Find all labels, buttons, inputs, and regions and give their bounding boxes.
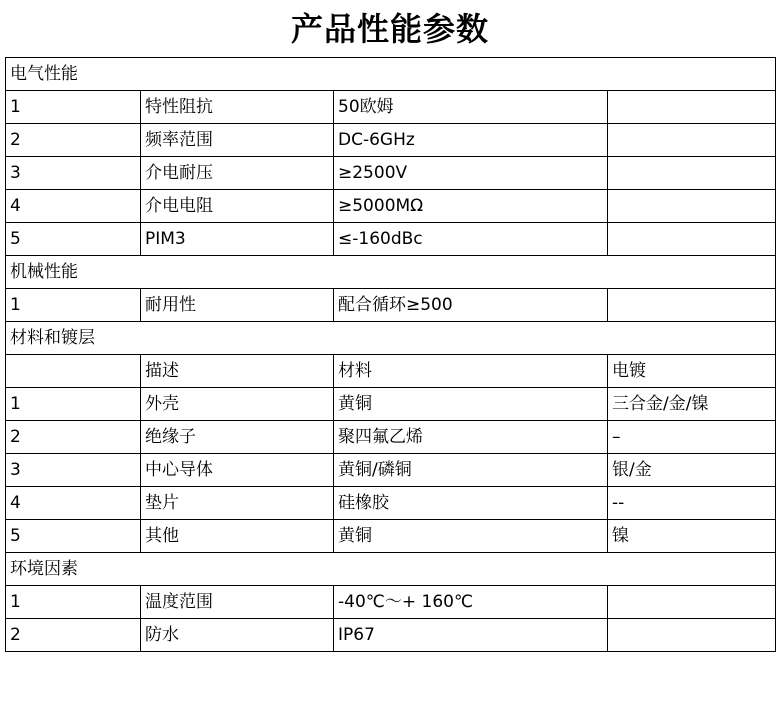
table-row [6, 190, 776, 223]
table-cell: 1 [6, 289, 141, 322]
section-heading: 环境因素 [6, 553, 776, 586]
table-cell: 2 [6, 124, 141, 157]
table-cell: 5 [6, 223, 141, 256]
table-cell: 银/金 [608, 454, 776, 487]
table-row [6, 157, 776, 190]
table-cell: ≤-160dBc [334, 223, 608, 256]
table-row [6, 223, 776, 256]
table-cell [6, 355, 141, 388]
spec-table [5, 57, 776, 652]
table-row [6, 487, 776, 520]
table-cell: 1 [6, 388, 141, 421]
table-row [6, 520, 776, 553]
table-cell: 黄铜 [334, 388, 608, 421]
table-cell: 外壳 [141, 388, 334, 421]
table-row [6, 619, 776, 652]
table-cell: 三合金/金/镍 [608, 388, 776, 421]
table-row [6, 91, 776, 124]
table-cell: 硅橡胶 [334, 487, 608, 520]
section-heading: 材料和镀层 [6, 322, 776, 355]
table-cell: 电镀 [608, 355, 776, 388]
table-cell: 防水 [141, 619, 334, 652]
table-cell: PIM3 [141, 223, 334, 256]
table-row [6, 355, 776, 388]
table-cell: 配合循环≥500 [334, 289, 608, 322]
table-row [6, 454, 776, 487]
table-cell: 黄铜/磷铜 [334, 454, 608, 487]
table-cell: 聚四氟乙烯 [334, 421, 608, 454]
table-cell: 介电耐压 [141, 157, 334, 190]
table-cell: 频率范围 [141, 124, 334, 157]
section-header-row [6, 322, 776, 355]
table-cell: -40℃～+ 160℃ [334, 586, 608, 619]
table-cell: 镍 [608, 520, 776, 553]
table-row [6, 289, 776, 322]
table-cell: 温度范围 [141, 586, 334, 619]
table-cell: -- [608, 487, 776, 520]
table-cell: 2 [6, 619, 141, 652]
table-cell [608, 124, 776, 157]
table-cell: 垫片 [141, 487, 334, 520]
table-row [6, 124, 776, 157]
spec-table-body [6, 58, 776, 652]
table-cell [608, 190, 776, 223]
table-cell: 4 [6, 487, 141, 520]
table-cell: – [608, 421, 776, 454]
table-cell: ≥2500V [334, 157, 608, 190]
table-cell: 描述 [141, 355, 334, 388]
section-heading: 机械性能 [6, 256, 776, 289]
table-cell [608, 289, 776, 322]
table-cell: 3 [6, 157, 141, 190]
table-row [6, 421, 776, 454]
section-header-row [6, 58, 776, 91]
table-row [6, 388, 776, 421]
table-cell: DC-6GHz [334, 124, 608, 157]
table-cell: 绝缘子 [141, 421, 334, 454]
table-cell: 特性阻抗 [141, 91, 334, 124]
table-cell: IP67 [334, 619, 608, 652]
table-cell: 50欧姆 [334, 91, 608, 124]
table-cell: 3 [6, 454, 141, 487]
table-cell: 1 [6, 586, 141, 619]
table-cell: 中心导体 [141, 454, 334, 487]
section-heading: 电气性能 [6, 58, 776, 91]
table-cell: 5 [6, 520, 141, 553]
page-title: 产品性能参数 [290, 10, 489, 48]
table-cell: 1 [6, 91, 141, 124]
table-cell: ≥5000MΩ [334, 190, 608, 223]
section-header-row [6, 553, 776, 586]
table-cell [608, 586, 776, 619]
table-row [6, 586, 776, 619]
table-cell: 黄铜 [334, 520, 608, 553]
table-cell [608, 91, 776, 124]
table-cell: 2 [6, 421, 141, 454]
table-cell: 其他 [141, 520, 334, 553]
table-cell: 材料 [334, 355, 608, 388]
table-cell: 4 [6, 190, 141, 223]
table-cell: 耐用性 [141, 289, 334, 322]
table-cell: 介电电阻 [141, 190, 334, 223]
table-cell [608, 157, 776, 190]
section-header-row [6, 256, 776, 289]
table-cell [608, 619, 776, 652]
table-cell [608, 223, 776, 256]
